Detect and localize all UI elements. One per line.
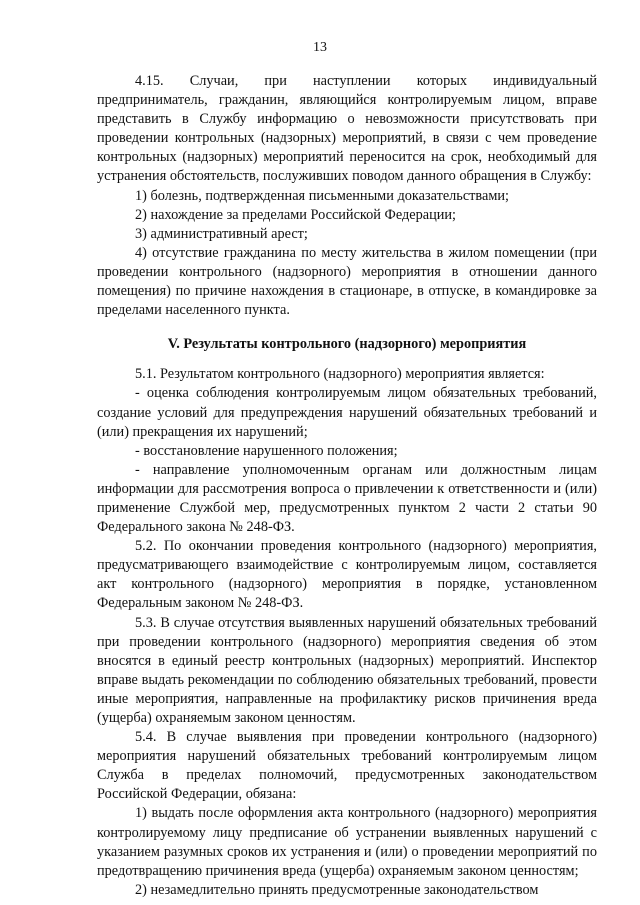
list-item: 3) административный арест; (135, 225, 308, 242)
paragraph-5-1: 5.1. Результатом контрольного (надзорного) мероприятия является: (135, 366, 545, 383)
list-item: - направление уполномоченным органам или должностным лицам информации для рассмотрения вопроса о привлечении к ответственности и (или) применение Службой мер, предусмотренных пунктом 2 части 2 статьи 90 Федерального закона № 248-ФЗ. (97, 461, 597, 536)
list-item: 4) отсутствие гражданина по месту жительства в жилом помещении (при проведении контрольного (надзорного) мероприятия в отношении данного помещения) по причине нахождения в стационаре, в отпуске, в командировке за пределами населенного пункта. (97, 244, 597, 319)
document-body (97, 72, 597, 900)
list-item: 2) нахождение за пределами Российской Федерации; (135, 206, 457, 223)
section-heading: V. Результаты контрольного (надзорного) мероприятия (167, 336, 527, 353)
paragraph-5-4: 5.4. В случае выявления при проведении контрольного (надзорного) мероприятия нарушений обязательных требований контролируемым лицом Служба в пределах полномочий, предусмотренных законодательством Российской Федерации, обязана: (97, 729, 597, 803)
paragraph-5-3: 5.3. В случае отсутствия выявленных нарушений обязательных требований при проведении контрольного (надзорного) мероприятия сведения об этом вносятся в единый реестр контрольных (надзорных) мероприятий. Инспектор вправе выдать рекомендации по соблюдению обязательных требований, провести иные мероприятия, направленные на профилактику рисков причинения вреда (ущерба) охраняемым законом ценностям. (97, 614, 597, 726)
list-item: 2) незамедлительно принять предусмотренные законодательством (135, 881, 539, 898)
list-item: 1) выдать после оформления акта контрольного (надзорного) мероприятия контролируемому лицу предписание об устранении выявленных нарушений с указанием разумных сроков их устранения и (или) о проведении мероприятий по предотвращению причинения вреда (ущерба) охраняемым законом ценностям; (97, 805, 597, 879)
list-item: 1) болезнь, подтвержденная письменными доказательствами; (135, 187, 509, 204)
paragraph-5-2: 5.2. По окончании проведения контрольного (надзорного) мероприятия, предусматривающего взаимодействие с контролируемым лицом, составляется акт контрольного (надзорного) мероприятия в порядке, установленном Федеральным законом № 248-ФЗ. (97, 538, 597, 612)
list-item: - восстановление нарушенного положения; (135, 442, 398, 459)
paragraph-4-15: 4.15. Случаи, при наступлении которых индивидуальный предприниматель, гражданин, являющийся контролируемым лицом, вправе представить в Службу информацию о невозможности присутствовать при проведении контрольных (надзорных) мероприятий, в связи с чем проведение контрольных (надзорных) мероприятий переносится на срок, необходимый для устранения обстоятельств, послуживших поводом данного обращения в Службу: (97, 73, 597, 185)
page-number: 13 (313, 40, 327, 55)
list-item: - оценка соблюдения контролируемым лицом обязательных требований, создание условий для предупреждения нарушений обязательных требований и (или) прекращения их нарушений; (97, 385, 597, 440)
